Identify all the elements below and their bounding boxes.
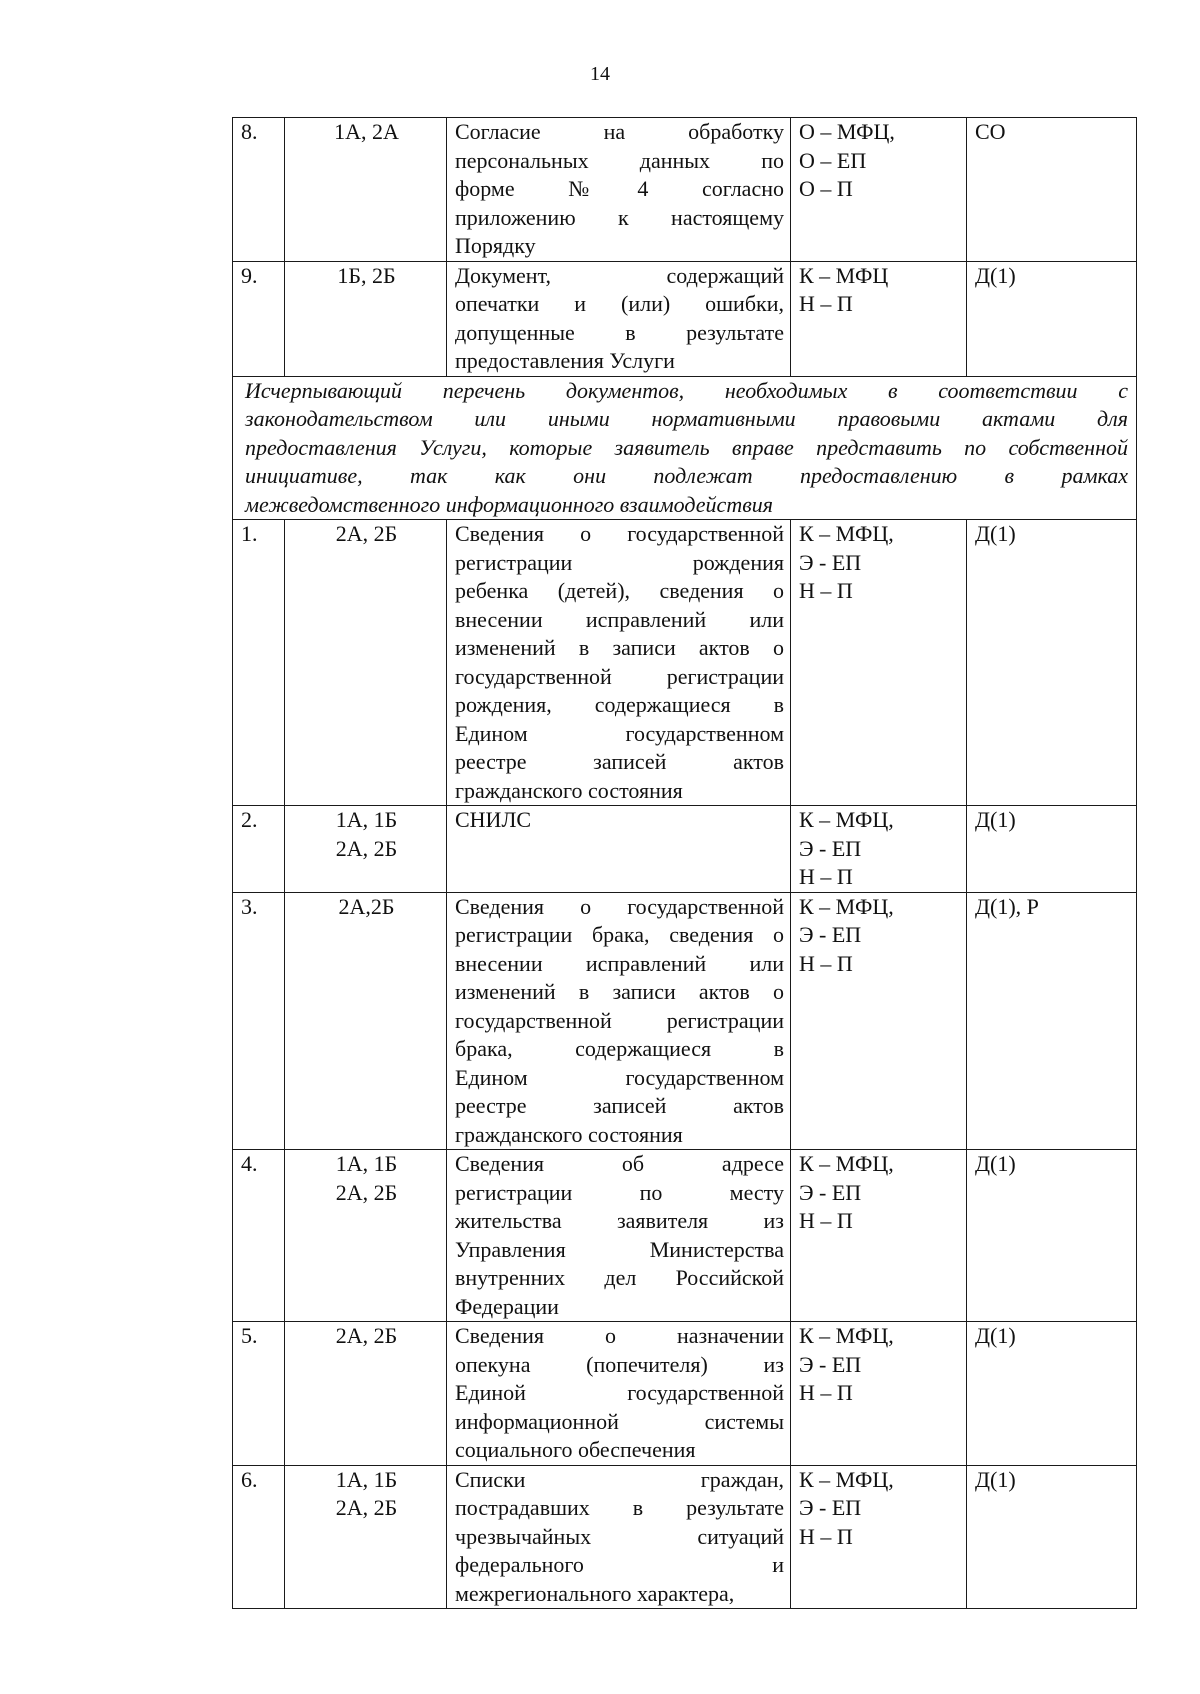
document-name-line: Федерации xyxy=(455,1293,559,1319)
documents-table xyxy=(232,117,1137,1609)
table-row xyxy=(233,1465,1137,1609)
submission-method-cell xyxy=(791,806,967,893)
section-heading-body xyxy=(233,376,1137,520)
submission-method: Н – П xyxy=(799,864,853,889)
row-number: 5. xyxy=(233,1322,285,1466)
document-name-line: социального обеспечения xyxy=(455,1437,696,1462)
applicant-category: 2А, 2Б xyxy=(335,521,398,546)
document-name-line: Документ, содержащий xyxy=(455,262,784,288)
submission-method: О – МФЦ, xyxy=(799,119,895,144)
document-name-cell xyxy=(447,806,791,893)
submission-method: Н – П xyxy=(799,578,853,603)
document-name-line: ребенка (детей), сведения о xyxy=(455,578,784,603)
applicant-category-cell xyxy=(285,806,447,893)
document-name-line: форме №4 согласно xyxy=(455,176,784,201)
document-name-line: опекуна (попечителя) из xyxy=(455,1351,784,1377)
table-row xyxy=(233,892,1137,1150)
section-heading-line: законодательством или иными нормативными правовыми актами для xyxy=(245,406,1128,431)
applicant-category-cell xyxy=(285,1322,447,1466)
applicant-category: 1А, 1Б xyxy=(335,1466,398,1492)
document-name-line: Единой государственной xyxy=(455,1380,784,1405)
row-number: 6. xyxy=(233,1465,285,1609)
submission-method: Н – П xyxy=(799,1523,853,1549)
document-name-line: Едином государственном xyxy=(455,720,784,746)
submission-method-cell xyxy=(791,892,967,1150)
section-heading-row xyxy=(233,376,1137,520)
document-name-line: гражданского состояния xyxy=(455,777,683,803)
document-action-code: СО xyxy=(967,118,1137,262)
document-name-cell xyxy=(447,1150,791,1322)
submission-method-cell xyxy=(791,1465,967,1609)
applicant-category-cell xyxy=(285,1465,447,1609)
table-row xyxy=(233,118,1137,262)
document-action-code: Д(1) xyxy=(967,1322,1137,1466)
document-name-line: Сведения о государственной xyxy=(455,521,784,546)
submission-method: К – МФЦ, xyxy=(799,893,894,919)
document-name-line: регистрации рождения xyxy=(455,549,784,575)
applicant-category-cell xyxy=(285,1150,447,1322)
applicant-category-cell xyxy=(285,892,447,1150)
table-row xyxy=(233,1322,1137,1466)
submission-method: Э - ЕП xyxy=(799,922,862,947)
document-action-code: Д(1) xyxy=(967,261,1137,376)
document-name-line: СНИЛС xyxy=(455,807,532,832)
applicant-category: 2А, 2Б xyxy=(335,1323,398,1348)
table-row xyxy=(233,261,1137,376)
document-name-line: чрезвычайных ситуаций xyxy=(455,1523,784,1549)
document-name-line: брака, содержащиеся в xyxy=(455,1036,784,1061)
submission-method-cell xyxy=(791,1150,967,1322)
applicant-category: 2А, 2Б xyxy=(335,1495,398,1520)
document-name-line: изменений в записи актов о xyxy=(455,635,784,660)
document-name-line: внесении исправлений или xyxy=(455,606,784,632)
row-number: 2. xyxy=(233,806,285,893)
document-name-line: регистрации по месту xyxy=(455,1179,784,1205)
document-name-line: регистрации брака, сведения о xyxy=(455,922,784,947)
document-name-line: Сведения о государственной xyxy=(455,893,784,919)
document-action-code: Д(1) xyxy=(967,1150,1137,1322)
table-row xyxy=(233,806,1137,893)
submission-method-cell xyxy=(791,118,967,262)
document-name-line: реестре записей актов xyxy=(455,749,784,774)
page-number: 14 xyxy=(590,63,610,85)
document-name-line: допущенные в результате xyxy=(455,319,784,345)
document-action-code: Д(1) xyxy=(967,1465,1137,1609)
document-name-line: межрегионального характера, xyxy=(455,1580,735,1606)
submission-method: К – МФЦ, xyxy=(799,1323,894,1348)
submission-method: Н – П xyxy=(799,1208,853,1233)
document-name-line: информационной системы xyxy=(455,1408,784,1434)
applicant-category: 1А, 2А xyxy=(334,119,399,144)
applicant-category-cell xyxy=(285,118,447,262)
section-heading-line: предоставления Услуги, которые заявитель вправе представить по собственной xyxy=(245,434,1128,460)
document-action-code: Д(1) xyxy=(967,806,1137,893)
applicant-category: 2А, 2Б xyxy=(335,835,398,861)
document-name-cell xyxy=(447,118,791,262)
applicant-category: 1А, 1Б xyxy=(335,807,398,832)
section-heading-line: межведомственного информационного взаимодействия xyxy=(245,491,773,517)
document-name-line: жительства заявителя из xyxy=(455,1208,784,1233)
table-body-before xyxy=(233,118,1137,377)
document-name-cell xyxy=(447,892,791,1150)
document-name-line: предоставления Услуги xyxy=(455,348,675,373)
document-name-line: государственной регистрации xyxy=(455,1007,784,1033)
applicant-category: 1А, 1Б xyxy=(335,1151,398,1176)
section-heading-line: Исчерпывающий перечень документов, необходимых в соответствии с xyxy=(245,377,1128,403)
document-name-line: федерального и xyxy=(455,1552,784,1577)
section-heading-line: инициативе, так как они подлежат предоставлению в рамках xyxy=(245,463,1128,488)
submission-method: К – МФЦ, xyxy=(799,521,894,546)
table-body-after xyxy=(233,520,1137,1609)
submission-method: Н – П xyxy=(799,1380,853,1405)
document-action-code: Д(1), Р xyxy=(967,892,1137,1150)
submission-method: Н – П xyxy=(799,291,853,316)
applicant-category-cell xyxy=(285,261,447,376)
submission-method: К – МФЦ, xyxy=(799,1466,894,1492)
submission-method: Э - ЕП xyxy=(799,1351,862,1377)
table-row xyxy=(233,1150,1137,1322)
submission-method-cell xyxy=(791,261,967,376)
row-number: 1. xyxy=(233,520,285,806)
document-name-line: рождения, содержащиеся в xyxy=(455,692,784,717)
document-name-line: опечатки и (или) ошибки, xyxy=(455,291,784,316)
document-name-line: изменений в записи актов о xyxy=(455,979,784,1004)
document-name-line: Списки граждан, xyxy=(455,1466,784,1492)
submission-method: Э - ЕП xyxy=(799,835,862,861)
applicant-category: 2А, 2Б xyxy=(335,1179,398,1205)
document-name-line: Управления Министерства xyxy=(455,1236,784,1262)
document-name-cell xyxy=(447,261,791,376)
applicant-category: 1Б, 2Б xyxy=(337,262,396,288)
submission-method: Э - ЕП xyxy=(799,1179,862,1205)
row-number: 8. xyxy=(233,118,285,262)
table-row xyxy=(233,520,1137,806)
document-name-cell xyxy=(447,1465,791,1609)
document-name-line: пострадавших в результате xyxy=(455,1495,784,1520)
document-name-line: внутренних дел Российской xyxy=(455,1265,784,1290)
document-name-line: Согласие на обработку xyxy=(455,119,784,144)
document-name-line: Порядку xyxy=(455,233,536,258)
document-name-line: Сведения о назначении xyxy=(455,1323,784,1348)
applicant-category: 2А,2Б xyxy=(338,893,395,919)
section-heading xyxy=(233,376,1137,520)
row-number: 4. xyxy=(233,1150,285,1322)
document-name-cell xyxy=(447,520,791,806)
submission-method: Э - ЕП xyxy=(799,1495,862,1520)
submission-method-cell xyxy=(791,1322,967,1466)
document-name-line: гражданского состояния xyxy=(455,1121,683,1147)
applicant-category-cell xyxy=(285,520,447,806)
document-name-line: Сведения об адресе xyxy=(455,1151,784,1176)
submission-method-cell xyxy=(791,520,967,806)
submission-method: К – МФЦ xyxy=(799,262,889,288)
document-name-line: внесении исправлений или xyxy=(455,950,784,976)
document-name-line: государственной регистрации xyxy=(455,663,784,689)
submission-method: К – МФЦ, xyxy=(799,1151,894,1176)
document-name-line: реестре записей актов xyxy=(455,1093,784,1118)
document-name-cell xyxy=(447,1322,791,1466)
submission-method: К – МФЦ, xyxy=(799,807,894,832)
submission-method: О – ЕП xyxy=(799,147,867,173)
submission-method: О – П xyxy=(799,176,853,201)
document-name-line: персональных данных по xyxy=(455,147,784,173)
row-number: 9. xyxy=(233,261,285,376)
document-name-line: приложению к настоящему xyxy=(455,204,784,230)
document-name-line: Едином государственном xyxy=(455,1064,784,1090)
submission-method: Н – П xyxy=(799,950,853,976)
submission-method: Э - ЕП xyxy=(799,549,862,575)
row-number: 3. xyxy=(233,892,285,1150)
document-action-code: Д(1) xyxy=(967,520,1137,806)
